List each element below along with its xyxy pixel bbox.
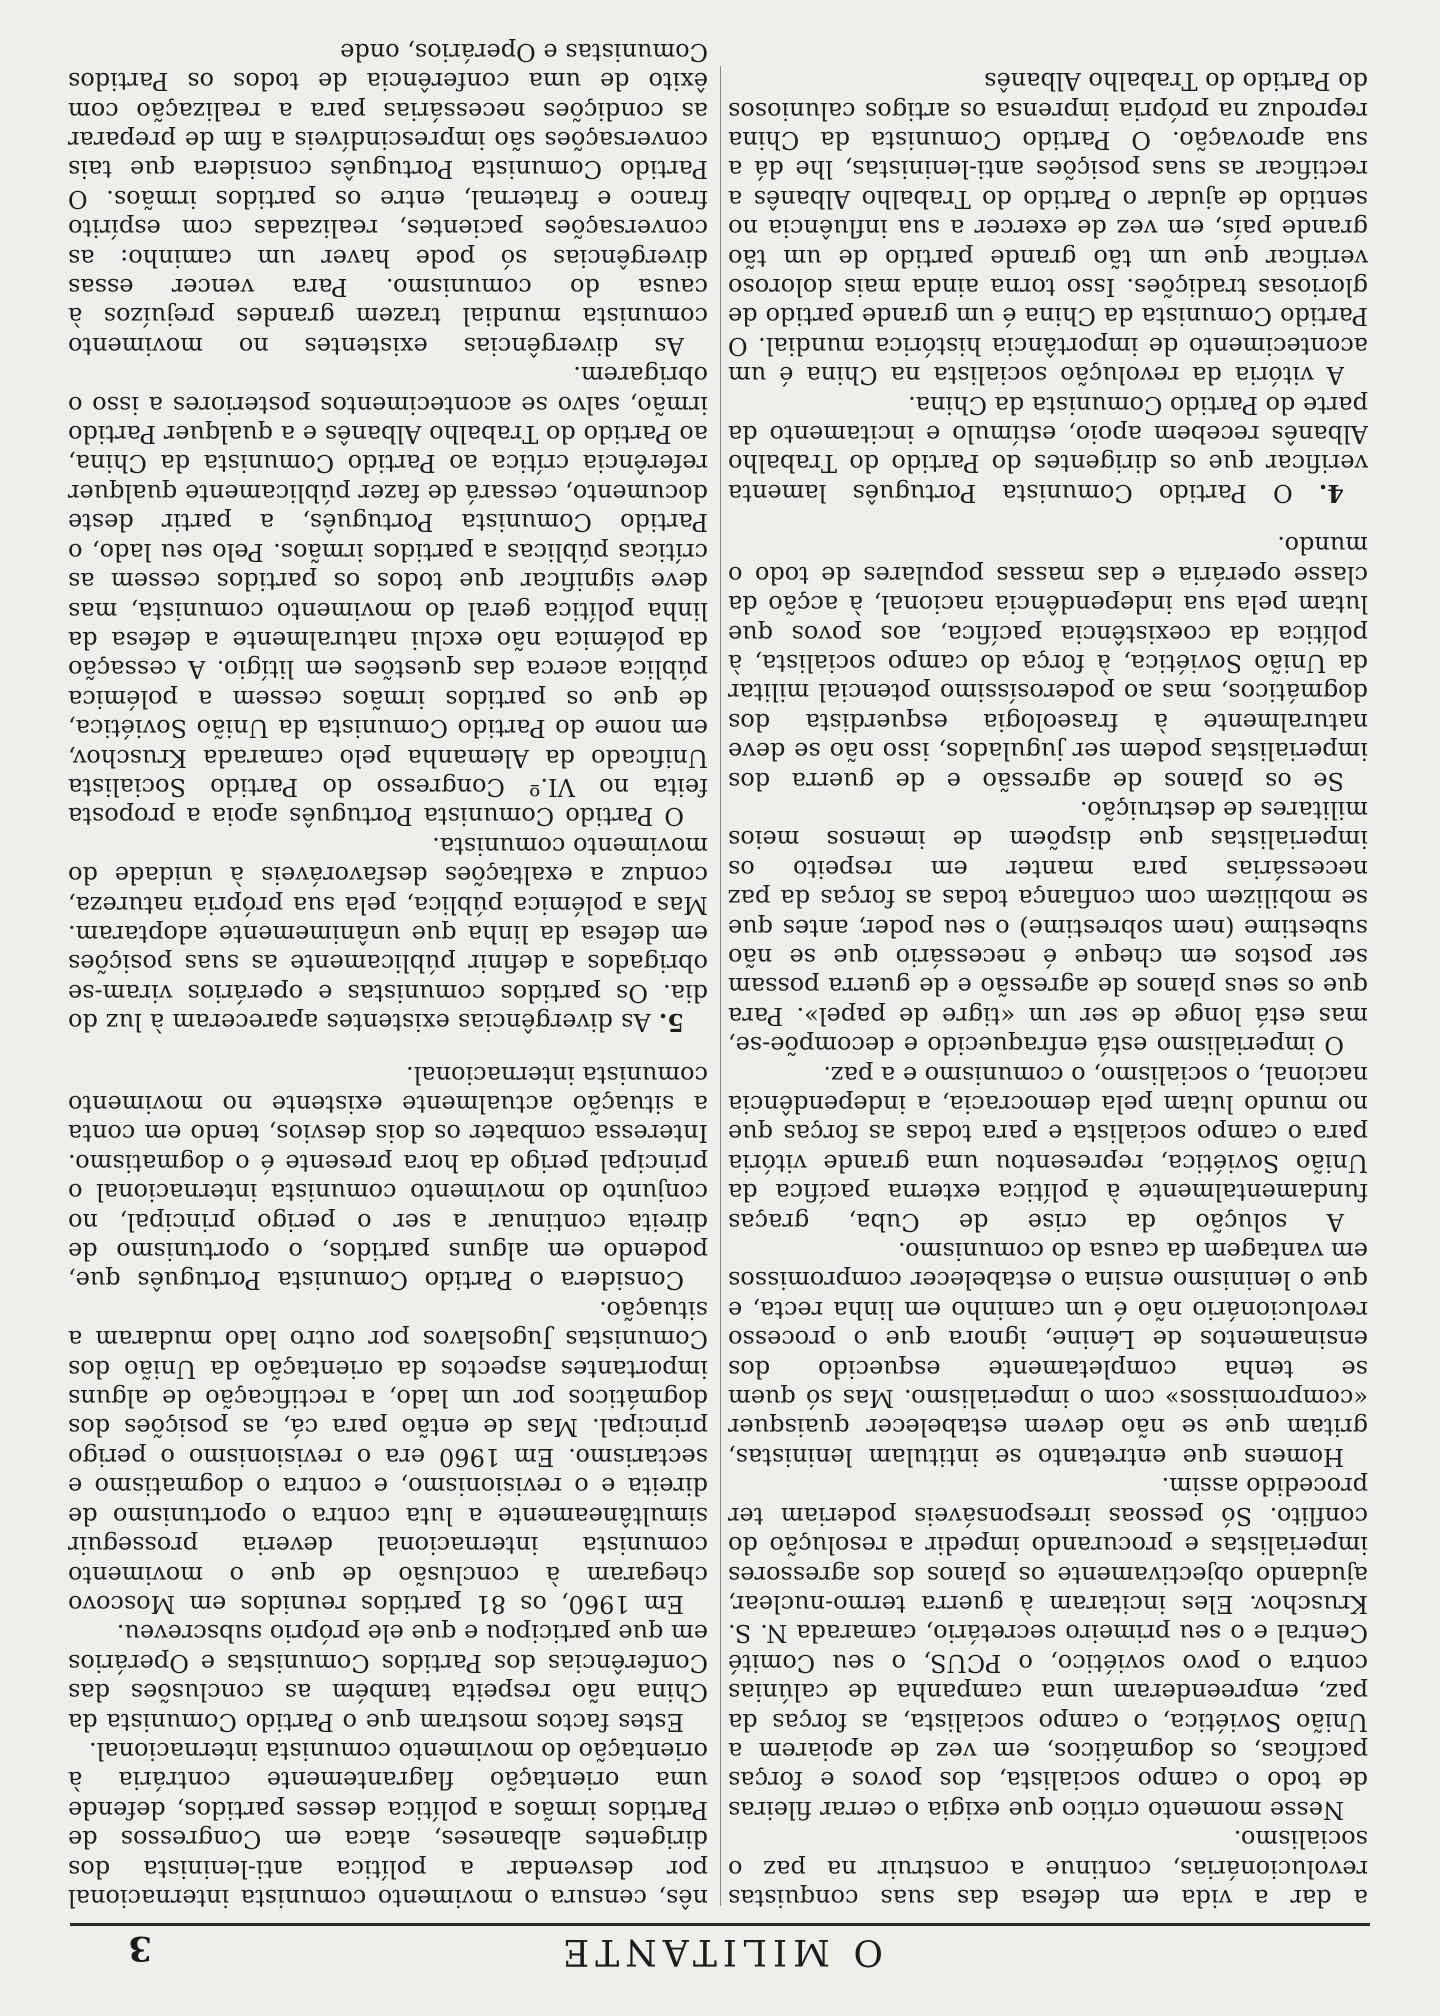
page-header xyxy=(0,1896,1440,2016)
paragraph xyxy=(728,1824,1368,1912)
header-rule xyxy=(70,1923,1370,1926)
paragraph xyxy=(728,1059,1368,1235)
paragraph xyxy=(728,1236,1368,1471)
paragraph xyxy=(68,1736,708,1912)
section-number: 5. xyxy=(658,1008,684,1038)
paragraph-text: As divergências existentes no movimento comunista mundial trazem grandes prejuízos à causa do comunismo. Para vencer essas divergências só pode haver um caminho: as conversações pacientes, realizadas com espírito franco e fraternal, entre os partidos irmãos. O Partido Comunista Português considera que tais conversações são imprescindíveis a fim de preparar as condições necessárias para a realização com êxito de uma conferência de todos os Partidos Comunistas e Operários, onde xyxy=(68,37,708,360)
paragraph xyxy=(728,66,1368,389)
column-divider xyxy=(720,66,721,1906)
paragraph xyxy=(68,830,708,1037)
paragraph-text: A vitória da revolução socialista na China é um acontecimento de importância histórica mundial. O Partido Comunista da China é um grande partido de gloriosas tradições. Isso torna ainda mais doloroso verificar que um tão grande partido de um tão grande país, em vez de exercer a sua influência no sentido de ajudar o Partido do Trabalho Albanês a rectificar as suas posições anti-leninistas, lhe dá a sua aprovação. O Partido Comunista da China reproduz na própria imprensa os artigos caluniosos do Partido do Trabalho Albanês xyxy=(728,67,1368,390)
right-column xyxy=(68,32,708,1912)
paragraph xyxy=(68,1618,708,1736)
newspaper-title: O MILITANTE xyxy=(557,1931,883,1972)
paragraph-text: O imperialismo está enfraquecido e decompõe-se, mas está longe de ser um «tigre de papel». Para que os seus planos de agressão e de guerra possam ser postos em cheque é necessário que se não subestime (nem sobrestime) o seu poder, antes que se mobilizem com confiança todas as forças da paz necessárias para manter em respeito os imperialistas que dispõem de imensos meios militares de destruição. xyxy=(728,795,1368,1060)
paragraph-text: Em 1960, os 81 partidos reunidos em Moscovo chegaram à conclusão de que o movimento comunista internacional deveria prosseguir simultâneamente a luta contra o oportunismo de direita e o revisionismo, e contra o dogmatismo e sectarismo. Em 1960 era o revisionismo o perigo principal. Mas de então para cá, as posições dos dogmáticos por um lado, a rectificação de alguns importantes aspectos da orientação da União dos Comunistas Jugoslavos por outro lado mudaram a situação. xyxy=(68,1295,708,1618)
left-column xyxy=(728,32,1368,1912)
paragraph xyxy=(728,530,1368,795)
paragraph xyxy=(728,1471,1368,1824)
paragraph-text: Homens que entretanto se intitulam leninistas, gritam que se não devem estabelecer quaisquer «compromissos» com o imperialismo. Mas só quem se tenha completamente esquecido dos ensinamentos de Lénine, ignora que o processo revolucionário não é um caminho em linha recta, e que o leninismo ensina o estabelecer compromissos em vantagem da causa do comunismo. xyxy=(728,1237,1368,1471)
paragraph xyxy=(728,795,1368,1060)
section-number: 4. xyxy=(1318,478,1344,508)
paragraph xyxy=(68,360,708,831)
paragraph xyxy=(68,1059,708,1294)
paragraph xyxy=(728,389,1368,508)
paragraph-text: A solução da crise de Cuba, graças fundamentalmente à política externa pacífica da União Soviética, representou uma grande vitória para o campo socialista e para todas as forças que no mundo lutam pela democracia, a independência nacional, o socialismo, o comunismo e a paz. xyxy=(728,1060,1368,1236)
paragraph xyxy=(68,36,708,359)
paragraph-text: As divergências existentes apareceram à luz do dia. Os partidos comunistas e operários viram-se obrigados a definir públicamente as suas posições em defesa da linha que unânimemente adoptaram. Mas a polémica pública, pela sua própria natureza, conduz a exaltações desfavoráveis à unidade do movimento comunista. xyxy=(68,831,708,1037)
paragraph xyxy=(68,1294,708,1617)
paragraph-text: nês, censura o movimento comunista internacional por desvendar a política anti-leninista dos dirigentes albaneses, ataca em Congressos de Partidos irmãos a política desses partidos, defende uma orientação flagrantemente contrária à orientação do movimento comunista internacional. xyxy=(68,1736,708,1912)
paragraph-text: O Partido Comunista Português lamenta verificar que os dirigentes do Partido do Trabalho Albanês recebem apoio, estímulo e incitamento da parte do Partido Comunista da China. xyxy=(728,390,1368,507)
page-number: 3 xyxy=(128,1928,152,1968)
paragraph-text: Se os planos de agressão e de guerra dos imperialistas podem ser jugulados, isso não se deve naturalmente à fraseologia esquerdista dos dogmáticos, mas ao poderosíssimo potencial militar da União Soviética, à força do campo socialista, à política da coexistência pacífica, aos povos que lutam pela sua independência nacional, à acção da classe operária e das massas populares de todo o mundo. xyxy=(728,531,1368,795)
paragraph-text: a dar a vida em defesa das suas conquistas revolucionárias, continue a construir na paz o socialismo. xyxy=(728,1825,1368,1912)
paragraph-text: O Partido Comunista Português apoia a proposta feita no VI.º Congresso do Partido Socialista Unificado da Alemanha pelo camarada Kruschov, em nome do Partido Comunista da União Soviética, de que os partidos irmãos cessem a polémica pública acerca das questões em litígio. A cessação da polémica não exclui naturalmente a defesa da linha política geral do movimento comunista, mas deve significar que todos os partidos cessem as críticas públicas a partidos irmãos. Pelo seu lado, o Partido Comunista Português, a partir deste documento, cessará de fazer públicamente qualquer referência crítica ao Partido Comunista da China, ao Partido do Trabalho Albanês e a qualquer Partido irmão, salvo se acontecimentos posteriores a isso o obrigarem. xyxy=(68,361,708,831)
paragraph-text: Considera o Partido Comunista Português que, podendo em alguns partidos, o oportunismo de direita continuar a ser o perigo principal, no conjunto do movimento comunista internacional o principal perigo da hora presente é o dogmatismo. Interessa combater os dois desvios, tendo em conta a situação actualmente existente no movimento comunista internacional. xyxy=(68,1060,708,1295)
paragraph-text: Nesse momento crítico que exigia o cerrar fileiras de todo o campo socialista, dos povos e forças pacíficas, os dogmáticos, em vez de apoiarem a União Soviética, o campo socialista, as forças da paz, empreenderam uma campanha de calúnias contra o povo soviético, o PCUS, o seu Comité Central e o seu primeiro secretário, camarada N. S. Kruschov. Eles incitaram à guerra termo-nuclear, ajudando objectivamente os planos dos agressores imperialistas e procurando impedir a resolução do conflito. Só pessoas irresponsáveis poderiam ter procedido assim. xyxy=(728,1472,1368,1824)
paragraph-text: Estes factos mostram que o Partido Comunista da China não respeita também as conclusões das Conferências dos Partidos Comunistas e Operários em que participou e que ele próprio subscreveu. xyxy=(68,1619,708,1736)
